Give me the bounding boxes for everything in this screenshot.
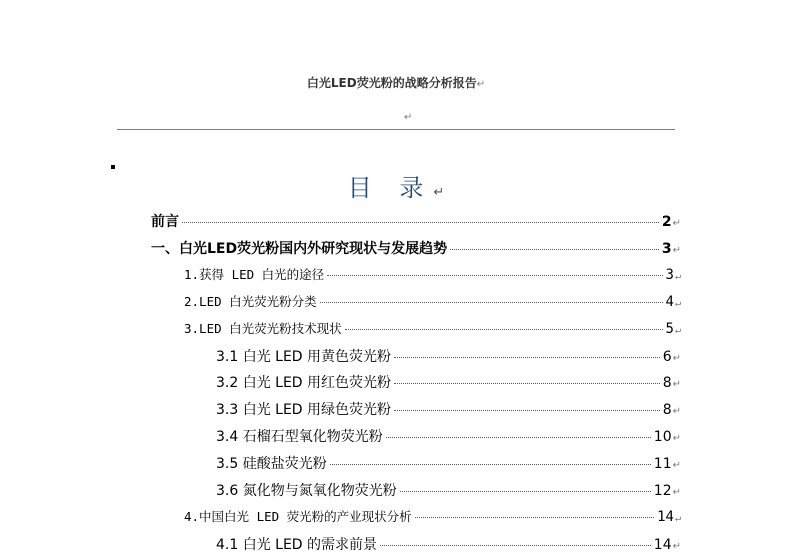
toc-entry[interactable] <box>216 372 681 392</box>
toc-entry-label: 3.6 氮化物与氮氧化物荧光粉 <box>216 483 397 499</box>
toc-entry[interactable] <box>216 534 681 554</box>
paragraph-mark-icon: ↵ <box>672 218 681 229</box>
toc-entry[interactable] <box>151 211 681 231</box>
toc-entry-label: 前言 <box>151 214 179 230</box>
toc-dot-leader <box>330 464 651 465</box>
toc-entry[interactable] <box>216 453 681 473</box>
paragraph-mark-icon: ↵ <box>674 297 681 309</box>
paragraph-mark-icon: ↵ <box>674 270 681 282</box>
toc-page-number: 8 <box>662 375 672 392</box>
paragraph-mark-icon: ↵ <box>674 512 681 524</box>
toc-entry-label: 4.中国白光 LED 荧光粉的产业现状分析 <box>184 508 412 524</box>
toc-dot-leader <box>320 302 663 303</box>
toc-dot-leader <box>380 545 651 546</box>
toc-entry-label: 3.3 白光 LED 用绿色荧光粉 <box>216 402 392 419</box>
toc-entry-label: 3.1 白光 LED 用黄色荧光粉 <box>216 348 392 365</box>
toc-entry[interactable] <box>184 507 681 525</box>
toc-dot-leader <box>394 410 660 411</box>
header-rule <box>117 129 675 130</box>
toc-dot-leader <box>182 222 659 223</box>
toc-dot-leader <box>450 249 659 250</box>
toc-entry-label: 4.1 白光 LED 的需求前景 <box>216 536 378 553</box>
paragraph-mark-icon: ↵ <box>672 352 681 364</box>
toc-entry-label: 1.获得 LED 白光的途径 <box>184 266 325 282</box>
toc-page-number: 3 <box>665 266 674 283</box>
paragraph-mark-icon: ↵ <box>433 185 445 200</box>
paragraph-mark-icon: ↵ <box>672 460 681 472</box>
toc-entry[interactable] <box>184 265 681 283</box>
toc-entry-label: 2.LED 白光荧光粉分类 <box>184 293 317 309</box>
paragraph-mark-icon: ↵ <box>672 433 681 445</box>
toc-page-number: 8 <box>662 402 672 419</box>
paragraph-mark-icon: ↵ <box>672 406 681 418</box>
toc-page-number: 12 <box>653 483 672 499</box>
paragraph-mark-icon: ↵ <box>674 324 681 336</box>
toc-entry-label: 3.2 白光 LED 用红色荧光粉 <box>216 375 392 392</box>
header-paragraph-mark-icon: ↵ <box>404 112 413 123</box>
toc-page-number: 4 <box>665 293 674 310</box>
toc-page-number: 10 <box>653 429 672 446</box>
toc-entry[interactable] <box>151 238 681 258</box>
toc-dot-leader <box>327 275 662 276</box>
toc-entry-label: 一、白光LED荧光粉国内外研究现状与发展趋势 <box>151 240 448 257</box>
paragraph-mark-icon: ↵ <box>672 244 681 256</box>
toc-dot-leader <box>415 517 654 518</box>
toc-entry-label: 3.LED 白光荧光粉技术现状 <box>184 320 342 336</box>
toc-page-number: 6 <box>662 348 672 365</box>
toc-entry[interactable] <box>184 319 681 337</box>
toc-heading <box>0 168 792 203</box>
page-header-title <box>0 74 792 91</box>
toc-entry[interactable] <box>216 399 681 419</box>
toc-page-number: 5 <box>665 320 674 337</box>
toc-page-number: 14 <box>653 536 672 553</box>
toc-page-number: 2 <box>661 214 672 230</box>
toc-entry[interactable] <box>216 480 681 500</box>
toc-entry-label: 3.4 石榴石型氧化物荧光粉 <box>216 429 383 446</box>
toc-dot-leader <box>394 383 660 384</box>
toc-dot-leader <box>345 329 663 330</box>
toc-entry-label: 3.5 硅酸盐荧光粉 <box>216 456 327 473</box>
paragraph-mark-icon: ↵ <box>672 487 681 498</box>
paragraph-mark-icon: ↵ <box>476 79 486 90</box>
toc-entry[interactable] <box>184 292 681 310</box>
toc-dot-leader <box>394 357 660 358</box>
paragraph-mark-icon: ↵ <box>672 379 681 391</box>
toc-entry[interactable] <box>216 426 681 446</box>
toc-dot-leader <box>400 491 651 492</box>
toc-page-number: 14 <box>657 508 674 525</box>
toc-entry[interactable] <box>216 346 681 366</box>
header-title-text: 白光LED荧光粉的战略分析报告 <box>306 76 477 90</box>
toc-dot-leader <box>386 437 651 438</box>
toc-page-number: 3 <box>661 240 672 257</box>
toc-heading-text: 目 录 <box>347 174 434 202</box>
toc-page-number: 11 <box>653 456 672 473</box>
paragraph-mark-icon: ↵ <box>672 540 681 552</box>
